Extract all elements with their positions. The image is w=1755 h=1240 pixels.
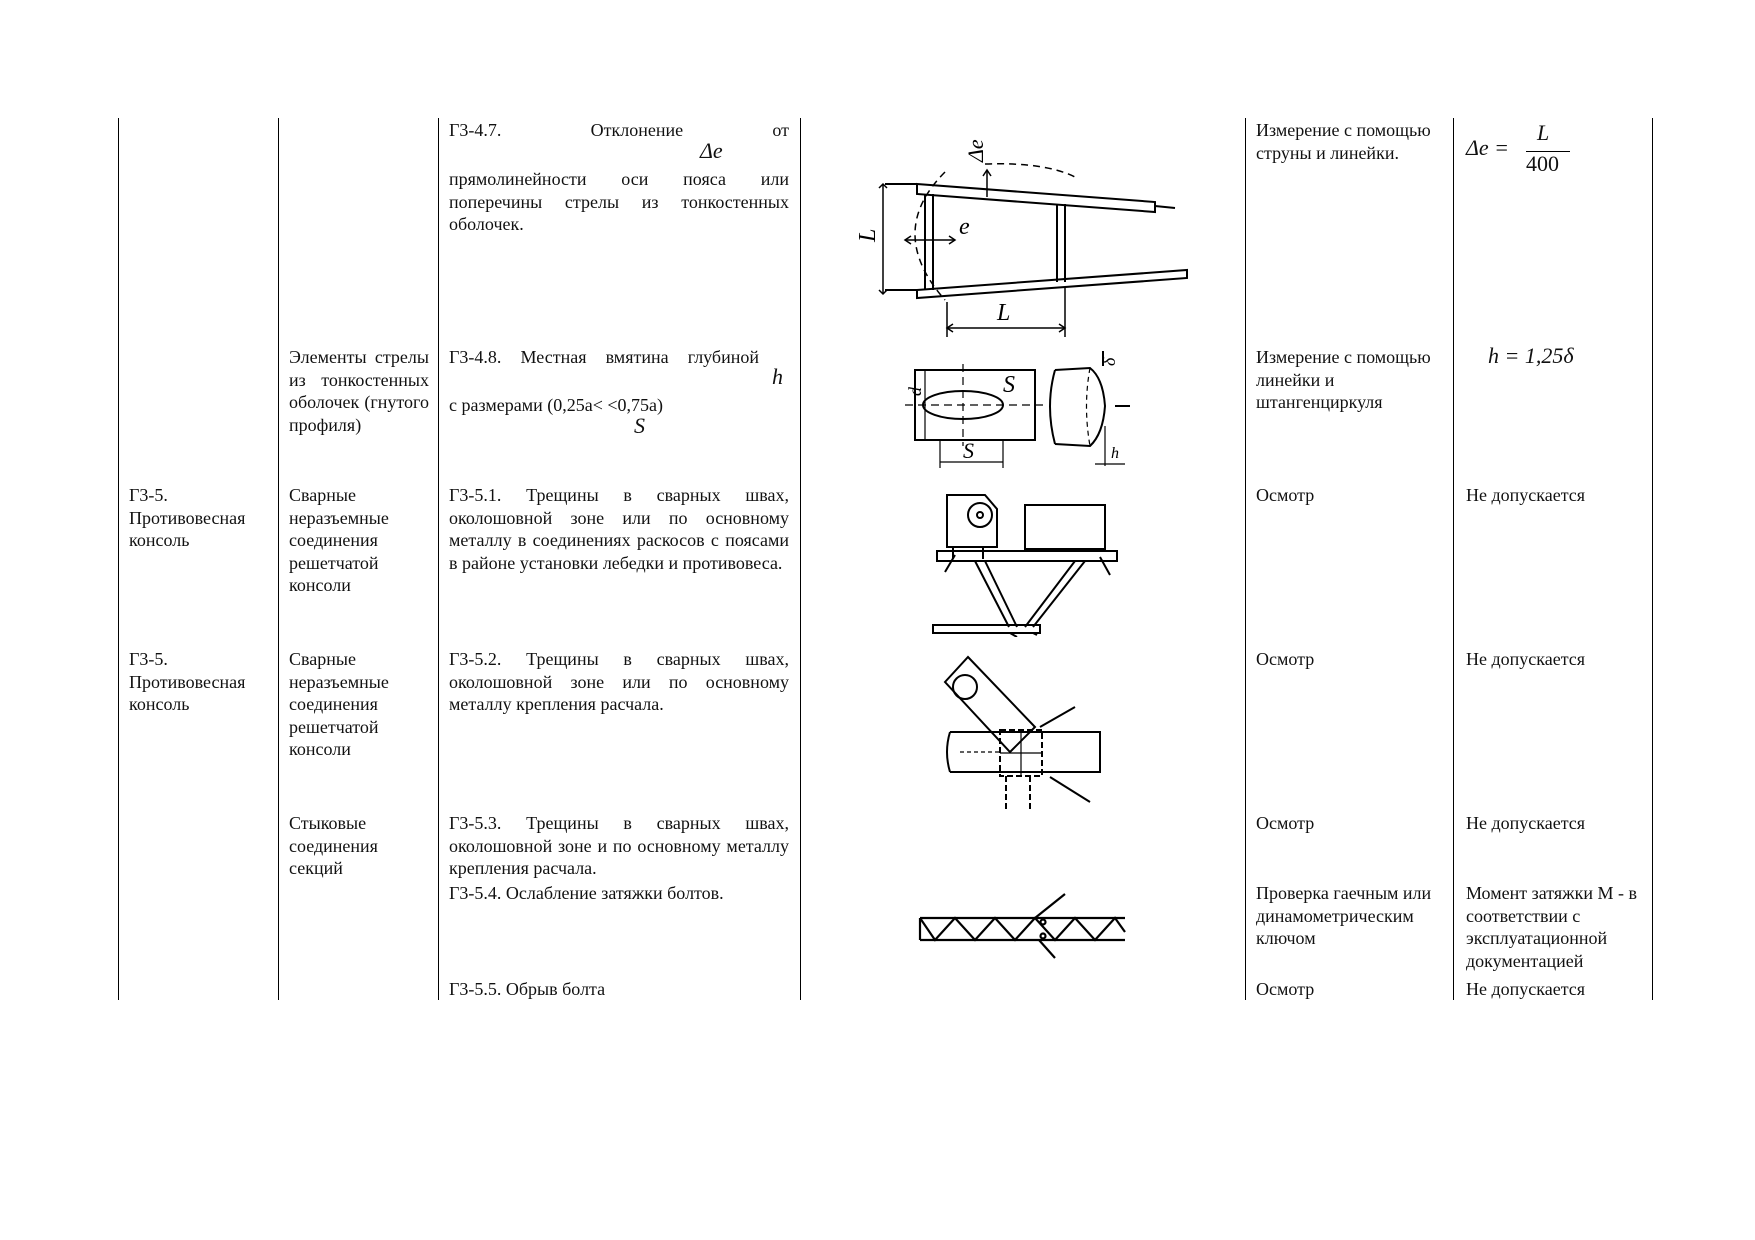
table-divider-1 [278,118,279,1000]
row6-defect-description: Г3-5.4. Ослабление затяжки болтов. [449,883,724,903]
row4-tolerance: Не допускается [1466,649,1586,669]
row4-inspection-method: Осмотр [1256,649,1315,669]
row5-inspection-method: Осмотр [1256,813,1315,833]
table-divider-3 [800,118,801,1000]
row4-section-name: Г3-5. Противовесная консоль [129,649,246,714]
table-border-right [1652,118,1653,1000]
table-divider-4 [1245,118,1246,1000]
row2-symbol-h: h [772,364,783,389]
row3-section-name: Г3-5. Противовесная консоль [129,485,246,550]
row3-inspection-method: Осмотр [1256,485,1315,505]
row2-defect-dimensions: с размерами (0,25а< <0,75а) [449,395,663,415]
row2-tolerance-formula: h = 1,25δ [1488,343,1574,368]
counterweight-console-figure [925,487,1120,637]
row6-tolerance: Момент затяжки М - в соответствии с эксплуатационной документацией [1466,883,1637,971]
row2-defect-title: Г3-4.8. Местная вмятина глубиной [449,347,759,367]
brace-attachment-figure [940,652,1115,812]
figure-label-delta-e: Δe [963,139,988,162]
row4-defect-description: Г3-5.2. Трещины в сварных швах, околошовной зоне или по основному металлу крепления расчала. [449,649,789,714]
row3-defect-description: Г3-5.1. Трещины в сварных швах, околошовной зоне или по основному металлу в соединениях раскосов с поясами в районе установки лебедки и противовеса. [449,485,789,573]
row2-symbol-s: S [634,413,645,438]
lattice-joint-figure [915,892,1130,962]
row6-inspection-method: Проверка гаечным или динамометрическим ключом [1256,883,1432,948]
row1-tolerance-formula [1466,122,1606,182]
dent-label-d: d [905,387,925,396]
row5-defect-description: Г3-5.3. Трещины в сварных швах, околошовной зоне и по основному металлу крепления расчала. [449,813,789,878]
row1-inspection-method: Измерение с помощью струны и линейки. [1256,120,1431,163]
row5-tolerance: Не допускается [1466,813,1586,833]
local-dent-figure [905,346,1135,474]
table-border-left [118,118,119,1000]
row2-inspection-method: Измерение с помощью линейки и штангенциркуля [1256,347,1431,412]
dent-label-s-bottom: S [963,438,974,463]
row3-tolerance: Не допускается [1466,485,1586,505]
boom-deflection-figure [845,122,1195,342]
row7-defect-description: Г3-5.5. Обрыв болта [449,979,606,999]
row1-defect-title: Г3-4.7. Отклонение от [449,120,789,140]
row3-element-name: Сварные неразъемные соединения решетчатой консоли [289,485,389,595]
dent-label-delta: δ [1099,357,1119,366]
formula-denominator: 400 [1526,151,1559,176]
row1-defect-symbol: Δe [700,138,723,163]
dent-label-s-top: S [1003,372,1015,398]
row5-element-name: Стыковые соединения секций [289,813,378,878]
row4-element-name: Сварные неразъемные соединения решетчатой консоли [289,649,389,759]
row7-inspection-method: Осмотр [1256,979,1315,999]
dent-label-h: h [1111,445,1119,462]
figure-label-l-horizontal: L [997,300,1011,326]
figure-label-e: e [959,214,970,240]
table-divider-2 [438,118,439,1000]
formula-lhs: Δe = [1466,135,1510,160]
row1-defect-description: прямолинейности оси пояса или поперечины стрелы из тонкостенных оболочек. [449,169,789,234]
row2-element-name: Элементы стрелы из тонкостенных оболочек (гнутого профиля) [289,347,429,435]
figure-label-l-vertical: L [855,228,881,242]
formula-numerator: L [1537,120,1550,145]
row7-tolerance: Не допускается [1466,979,1586,999]
table-divider-5 [1453,118,1454,1000]
